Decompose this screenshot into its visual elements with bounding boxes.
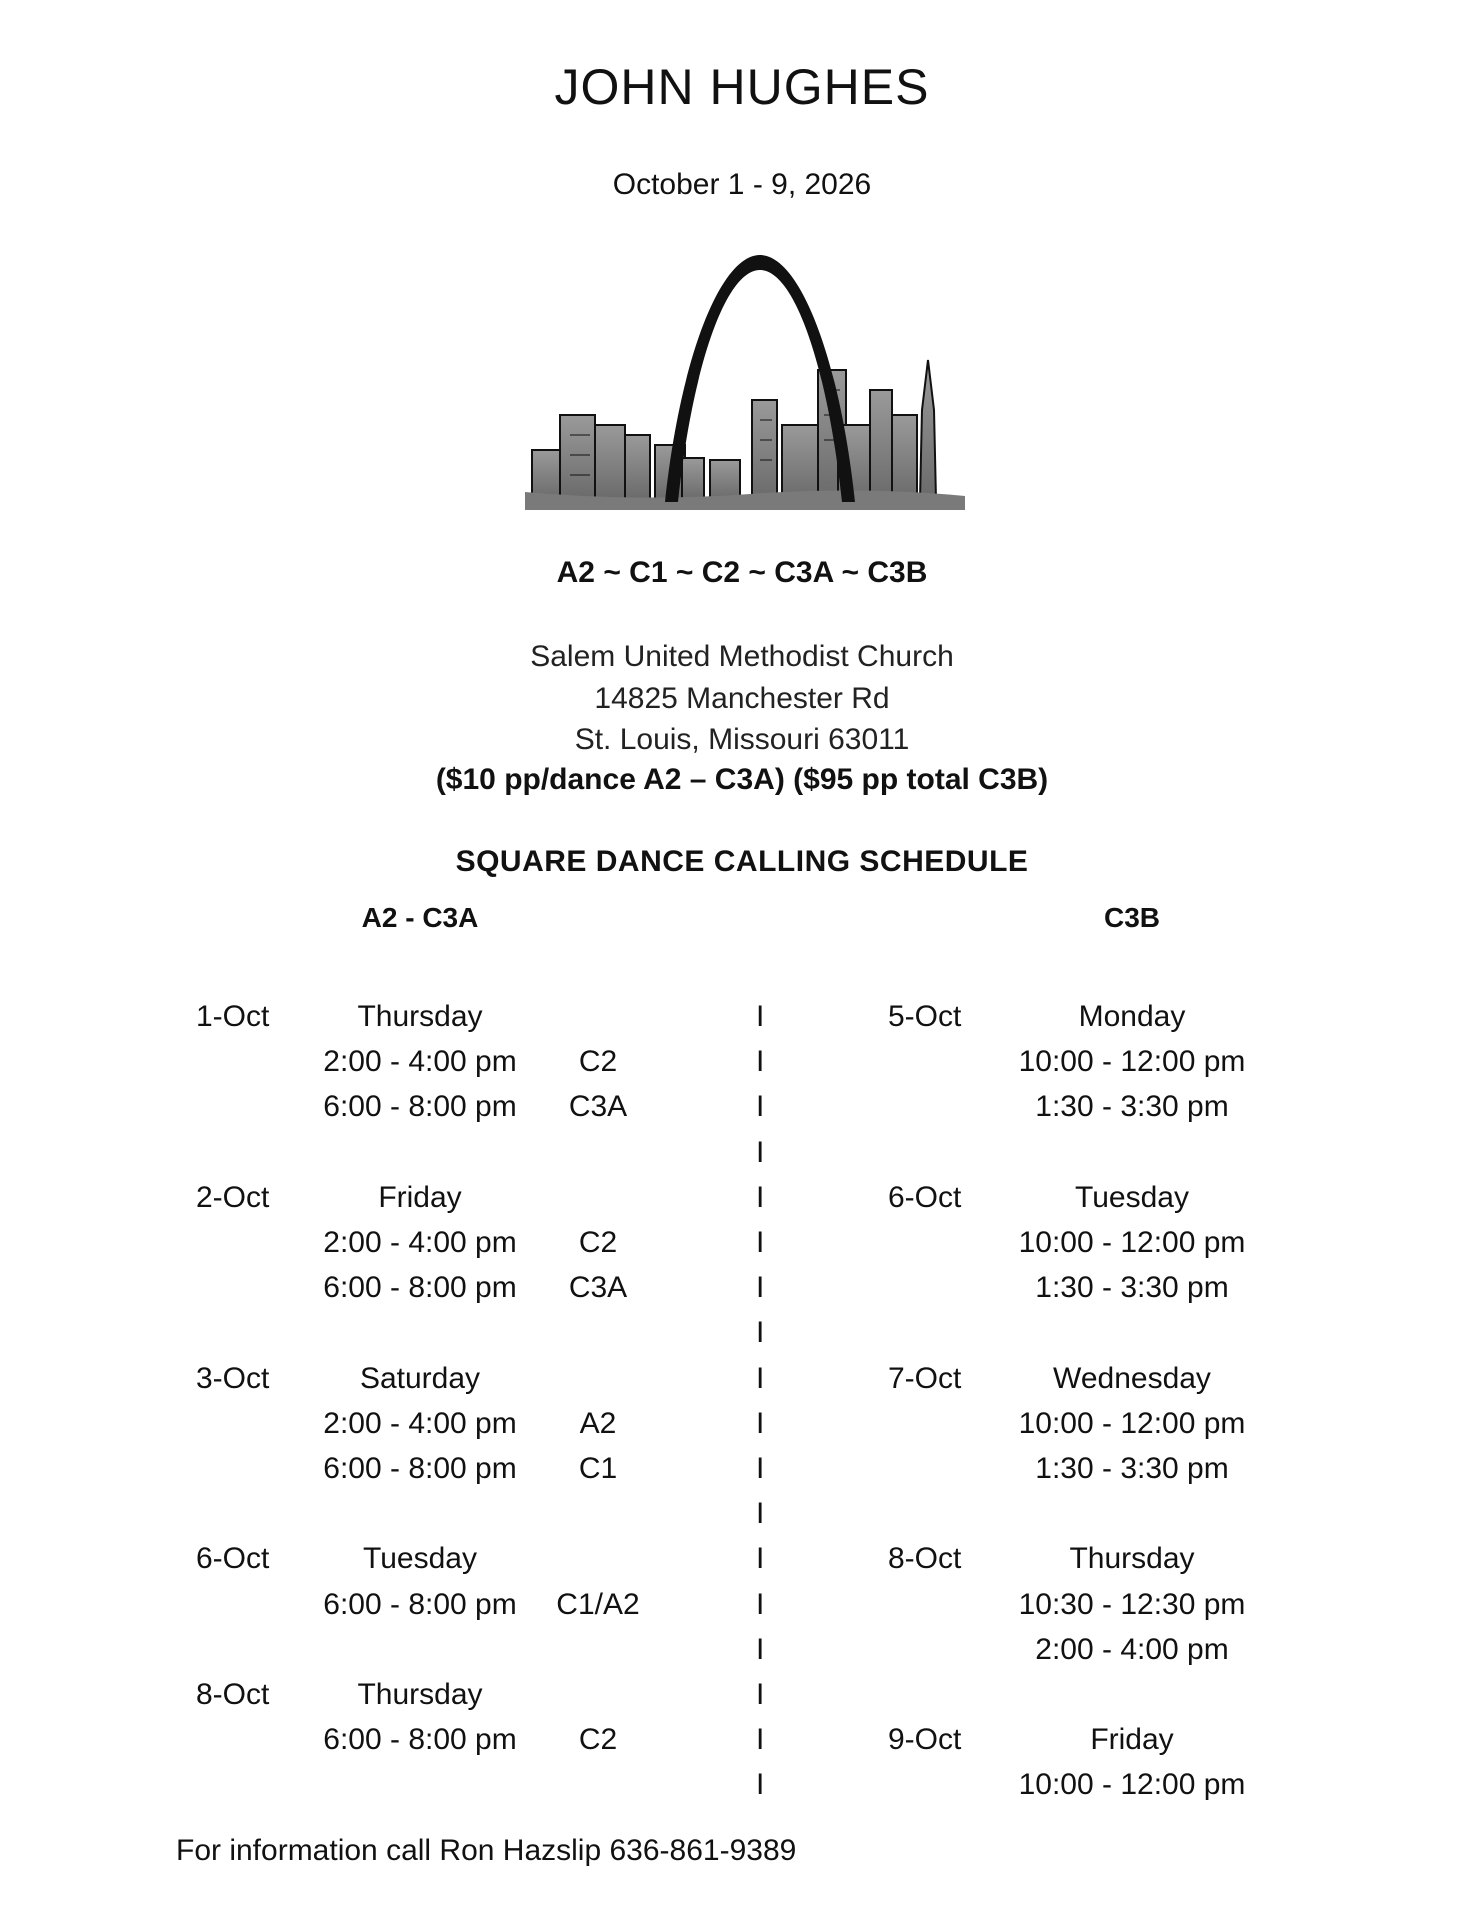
right-session-time: 10:00 - 12:00 pm: [1018, 1406, 1246, 1440]
event-dates: October 1 - 9, 2026: [612, 168, 872, 201]
left-session-level: C1/A2: [556, 1587, 640, 1621]
schedule-title: SQUARE DANCE CALLING SCHEDULE: [455, 845, 1029, 878]
right-session-time: 1:30 - 3:30 pm: [1035, 1090, 1229, 1124]
right-session-time: 2:00 - 4:00 pm: [1035, 1632, 1229, 1666]
left-session-time: 2:00 - 4:00 pm: [323, 1406, 517, 1440]
right-session-time: 10:00 - 12:00 pm: [1018, 1226, 1246, 1259]
right-session-time: 10:00 - 12:00 pm: [1018, 1768, 1246, 1802]
right-day: Wednesday: [1053, 1361, 1211, 1395]
column-divider: I: [756, 1542, 765, 1576]
left-session-level: C2: [578, 1723, 618, 1757]
left-session-level: C2: [578, 1226, 618, 1259]
left-date: 2-Oct: [196, 1180, 270, 1214]
left-session-time: 6:00 - 8:00 pm: [323, 1090, 517, 1124]
left-day: Thursday: [357, 1000, 483, 1033]
dance-levels: A2 ~ C1 ~ C2 ~ C3A ~ C3B: [556, 556, 928, 589]
left-day: Tuesday: [363, 1542, 477, 1576]
column-divider: I: [756, 1452, 765, 1485]
column-divider: I: [756, 1678, 765, 1711]
venue-street: 14825 Manchester Rd: [594, 682, 890, 715]
contact-info: For information call Ron Hazslip 636-861-9389: [176, 1834, 797, 1867]
column-divider: I: [756, 1180, 765, 1214]
column-divider: I: [756, 1135, 765, 1169]
right-session-time: 1:30 - 3:30 pm: [1035, 1271, 1229, 1305]
left-date: 6-Oct: [196, 1542, 270, 1576]
column-divider: I: [756, 1271, 765, 1305]
right-date: 8-Oct: [888, 1542, 962, 1576]
column-divider: I: [756, 1226, 765, 1259]
right-date: 6-Oct: [888, 1180, 962, 1214]
right-session-time: 10:30 - 12:30 pm: [1018, 1587, 1246, 1621]
left-column-heading: A2 - C3A: [361, 902, 479, 933]
column-divider: I: [756, 1723, 765, 1757]
right-date: 9-Oct: [888, 1723, 962, 1757]
right-day: Thursday: [1069, 1542, 1195, 1576]
left-date: 1-Oct: [196, 1000, 270, 1033]
left-day: Thursday: [357, 1678, 483, 1711]
column-divider: I: [756, 1090, 765, 1124]
right-day: Monday: [1078, 1000, 1186, 1033]
column-divider: I: [756, 1768, 765, 1802]
column-divider: I: [756, 1632, 765, 1666]
right-date: 7-Oct: [888, 1361, 962, 1395]
column-divider: I: [756, 1045, 765, 1079]
column-divider: I: [756, 1587, 765, 1621]
left-session-level: C3A: [568, 1090, 628, 1124]
venue-city: St. Louis, Missouri 63011: [574, 723, 910, 756]
left-session-time: 6:00 - 8:00 pm: [323, 1452, 517, 1485]
right-session-time: 10:00 - 12:00 pm: [1018, 1045, 1246, 1079]
right-session-time: 1:30 - 3:30 pm: [1035, 1452, 1229, 1485]
right-day: Friday: [1090, 1723, 1174, 1757]
right-date: 5-Oct: [888, 1000, 962, 1033]
left-session-time: 6:00 - 8:00 pm: [323, 1587, 517, 1621]
venue-name: Salem United Methodist Church: [530, 640, 954, 673]
left-day: Saturday: [359, 1361, 481, 1395]
column-divider: I: [756, 1316, 765, 1350]
page-title: JOHN HUGHES: [554, 59, 930, 115]
left-session-level: A2: [579, 1406, 617, 1440]
column-divider: I: [756, 1497, 765, 1531]
left-session-level: C1: [578, 1452, 618, 1485]
left-session-level: C2: [578, 1045, 618, 1079]
column-divider: I: [756, 1406, 765, 1440]
left-session-time: 2:00 - 4:00 pm: [323, 1226, 517, 1259]
right-column-heading: C3B: [1103, 902, 1161, 933]
right-day: Tuesday: [1075, 1180, 1189, 1214]
st-louis-skyline-logo: [520, 240, 970, 510]
left-session-time: 6:00 - 8:00 pm: [323, 1271, 517, 1305]
left-day: Friday: [378, 1180, 462, 1214]
column-divider: I: [756, 1361, 765, 1395]
column-divider: I: [756, 1000, 765, 1033]
pricing: ($10 pp/dance A2 – C3A) ($95 pp total C3B): [435, 763, 1049, 796]
left-session-time: 2:00 - 4:00 pm: [323, 1045, 517, 1079]
left-session-time: 6:00 - 8:00 pm: [323, 1723, 517, 1757]
left-session-level: C3A: [568, 1271, 628, 1305]
left-date: 3-Oct: [196, 1361, 270, 1395]
left-date: 8-Oct: [196, 1678, 270, 1711]
